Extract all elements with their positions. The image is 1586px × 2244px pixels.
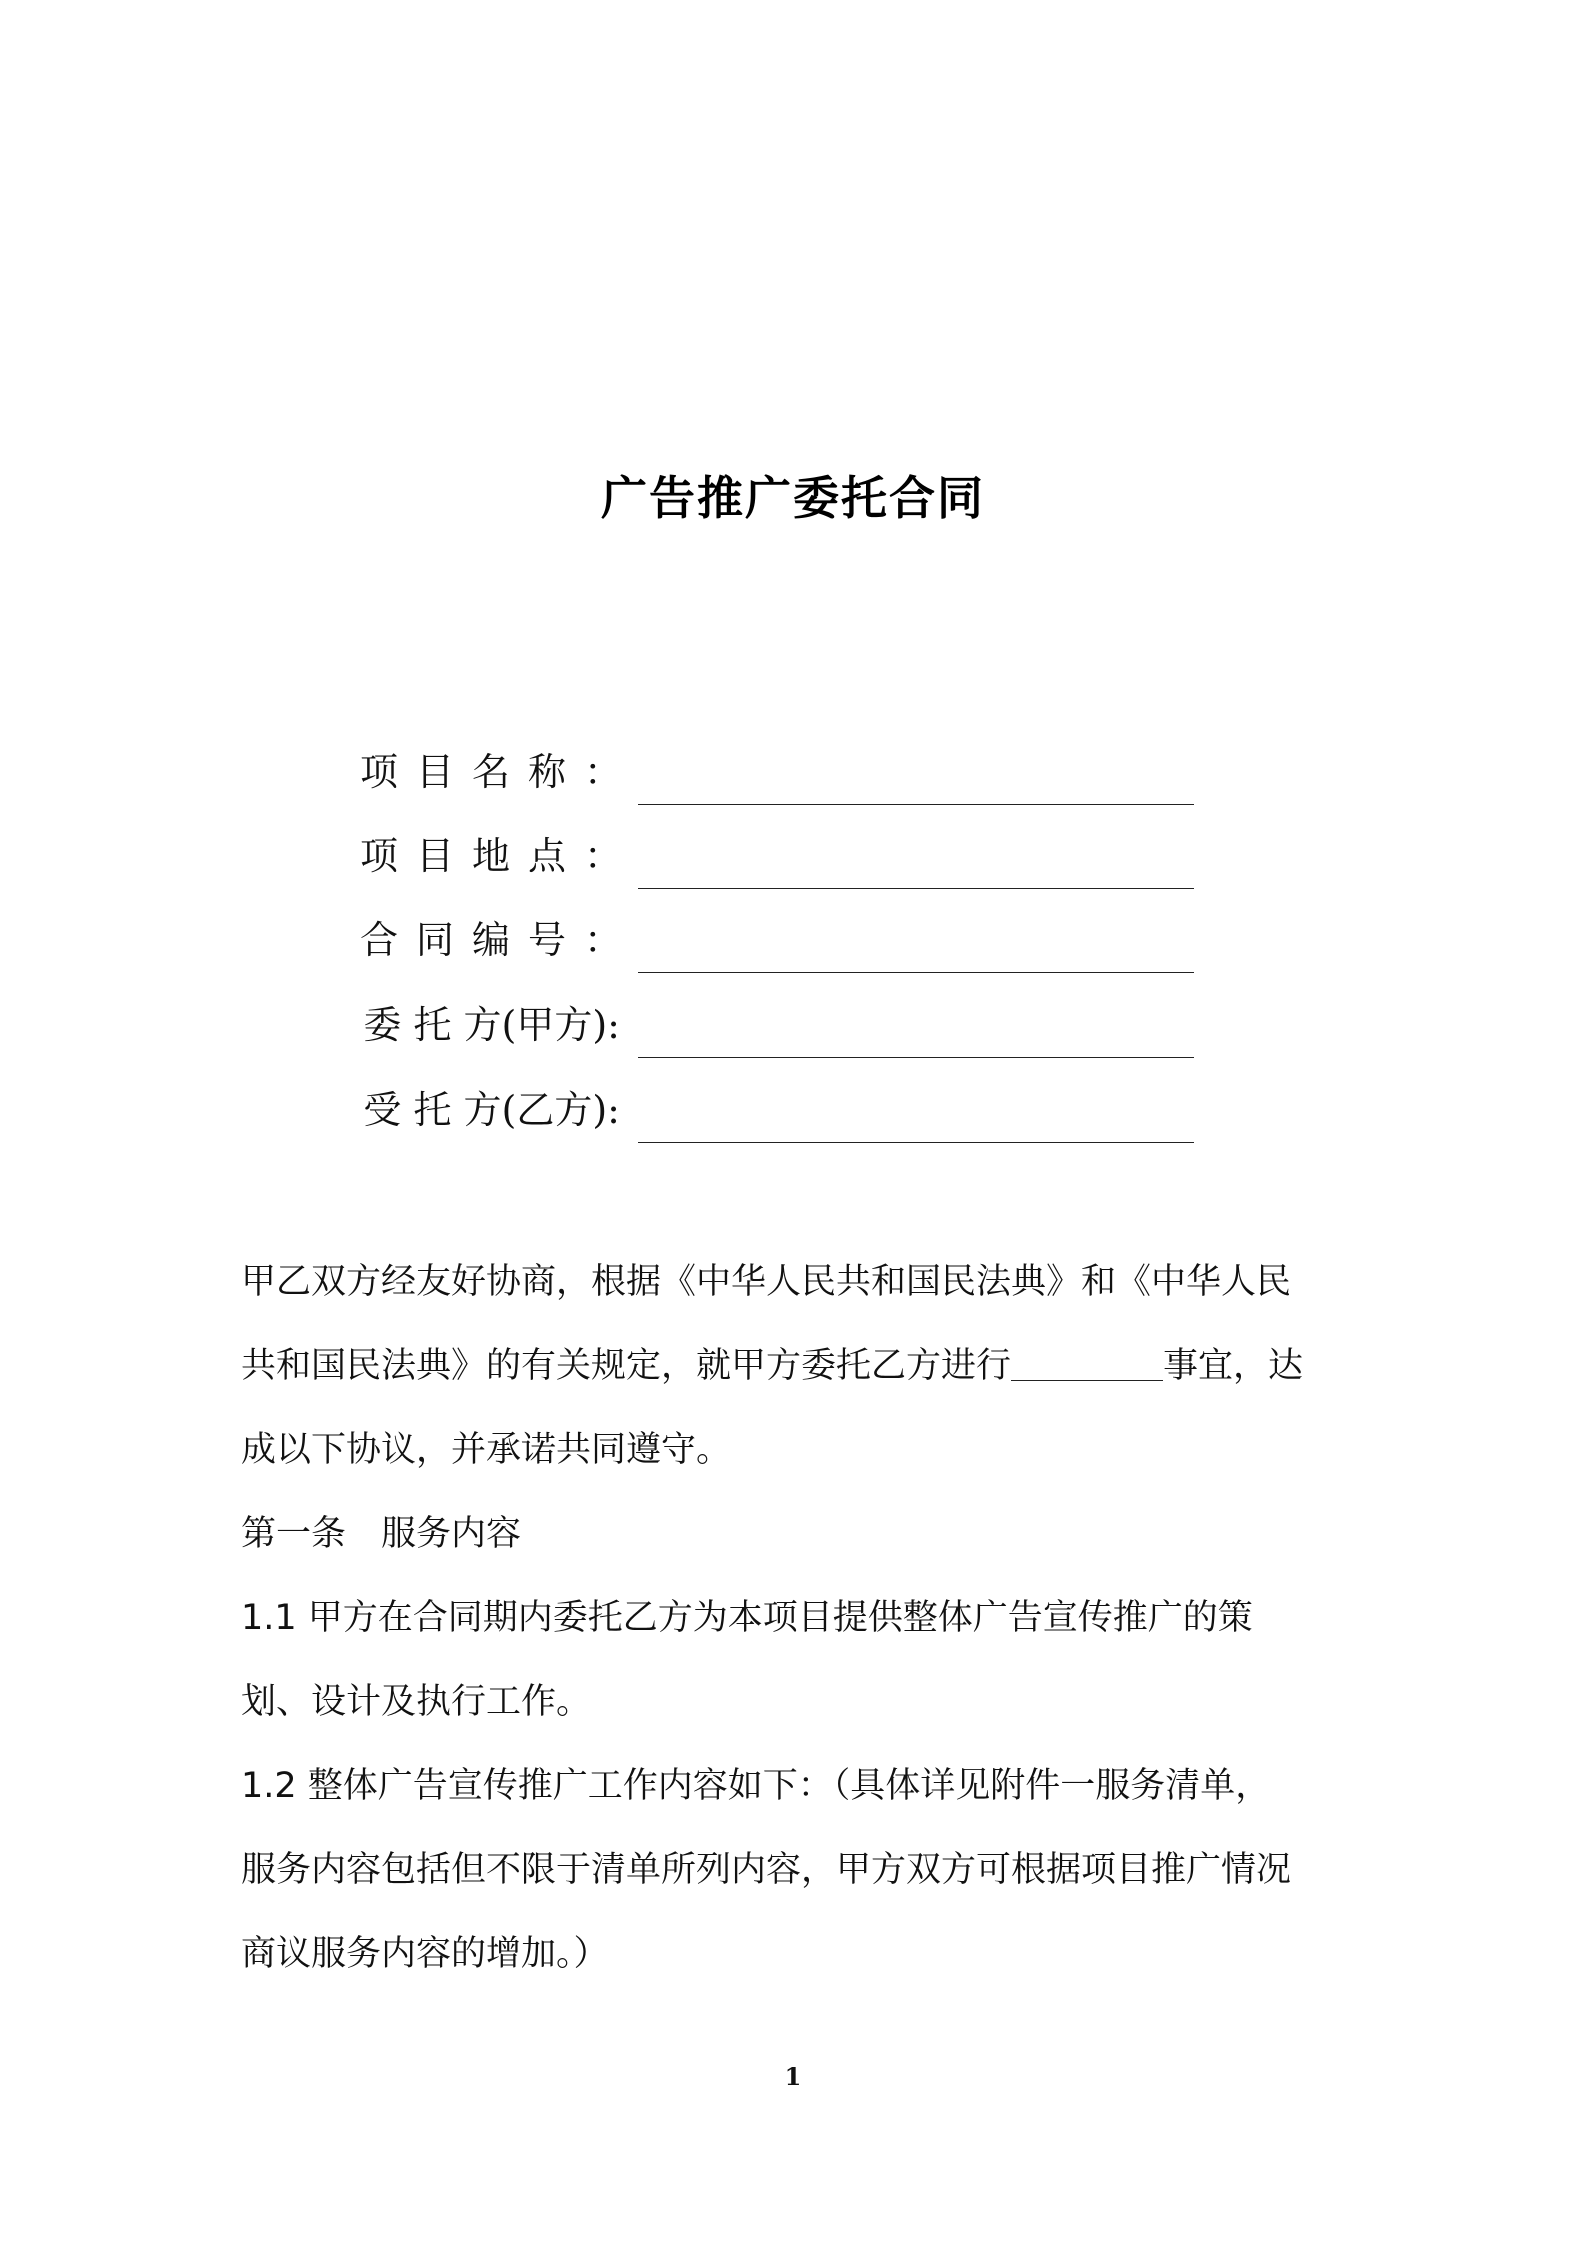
- intro-line-2-after: 事宜，达: [1163, 1346, 1304, 1386]
- field-input-line-party-a[interactable]: [638, 1057, 1194, 1058]
- clause-1-2-line-3: 商议服务内容的增加。）: [241, 1934, 609, 1974]
- field-party-a: [360, 995, 1200, 1055]
- intro-line-3: 成以下协议，并承诺共同遵守。: [241, 1430, 732, 1470]
- intro-line-2-before: 共和国民法典》的有关规定，就甲方委托乙方进行: [241, 1346, 1012, 1386]
- field-input-line-project-location[interactable]: [638, 888, 1194, 889]
- field-label-project-location: 项目地点：: [360, 834, 641, 878]
- intro-line-2: [241, 1324, 1361, 1408]
- field-label-contract-number: 合同编号：: [360, 918, 641, 962]
- field-input-line-party-b[interactable]: [638, 1142, 1194, 1143]
- field-contract-number: [360, 910, 1200, 970]
- field-input-line-contract-number[interactable]: [638, 972, 1194, 973]
- field-party-b: [360, 1080, 1200, 1140]
- contract-body: [241, 1240, 1361, 1996]
- field-project-location: [360, 826, 1200, 886]
- article-1-heading: 第一条 服务内容: [241, 1514, 522, 1554]
- field-input-line-project-name[interactable]: [638, 804, 1194, 805]
- field-label-party-b: 受 托 方(乙方):: [363, 1088, 620, 1132]
- clause-1-1-line-2: 划、设计及执行工作。: [241, 1682, 592, 1722]
- field-label-party-a: 委 托 方(甲方):: [363, 1003, 620, 1047]
- matter-blank[interactable]: [1011, 1344, 1163, 1381]
- document-title: 广告推广委托合同: [601, 471, 985, 525]
- clause-1-2-line-1: 1.2 整体广告宣传推广工作内容如下：（具体详见附件一服务清单，: [241, 1766, 1271, 1806]
- clause-1-1-line-1: 1.1 甲方在合同期内委托乙方为本项目提供整体广告宣传推广的策: [241, 1598, 1253, 1638]
- field-project-name: [360, 742, 1200, 802]
- page-number: 1: [784, 2062, 802, 2091]
- intro-line-1: 甲乙双方经友好协商，根据《中华人民共和国民法典》和《中华人民: [241, 1262, 1292, 1302]
- field-label-project-name: 项目名称：: [360, 750, 641, 794]
- clause-1-2-line-2: 服务内容包括但不限于清单所列内容，甲方双方可根据项目推广情况: [241, 1850, 1292, 1890]
